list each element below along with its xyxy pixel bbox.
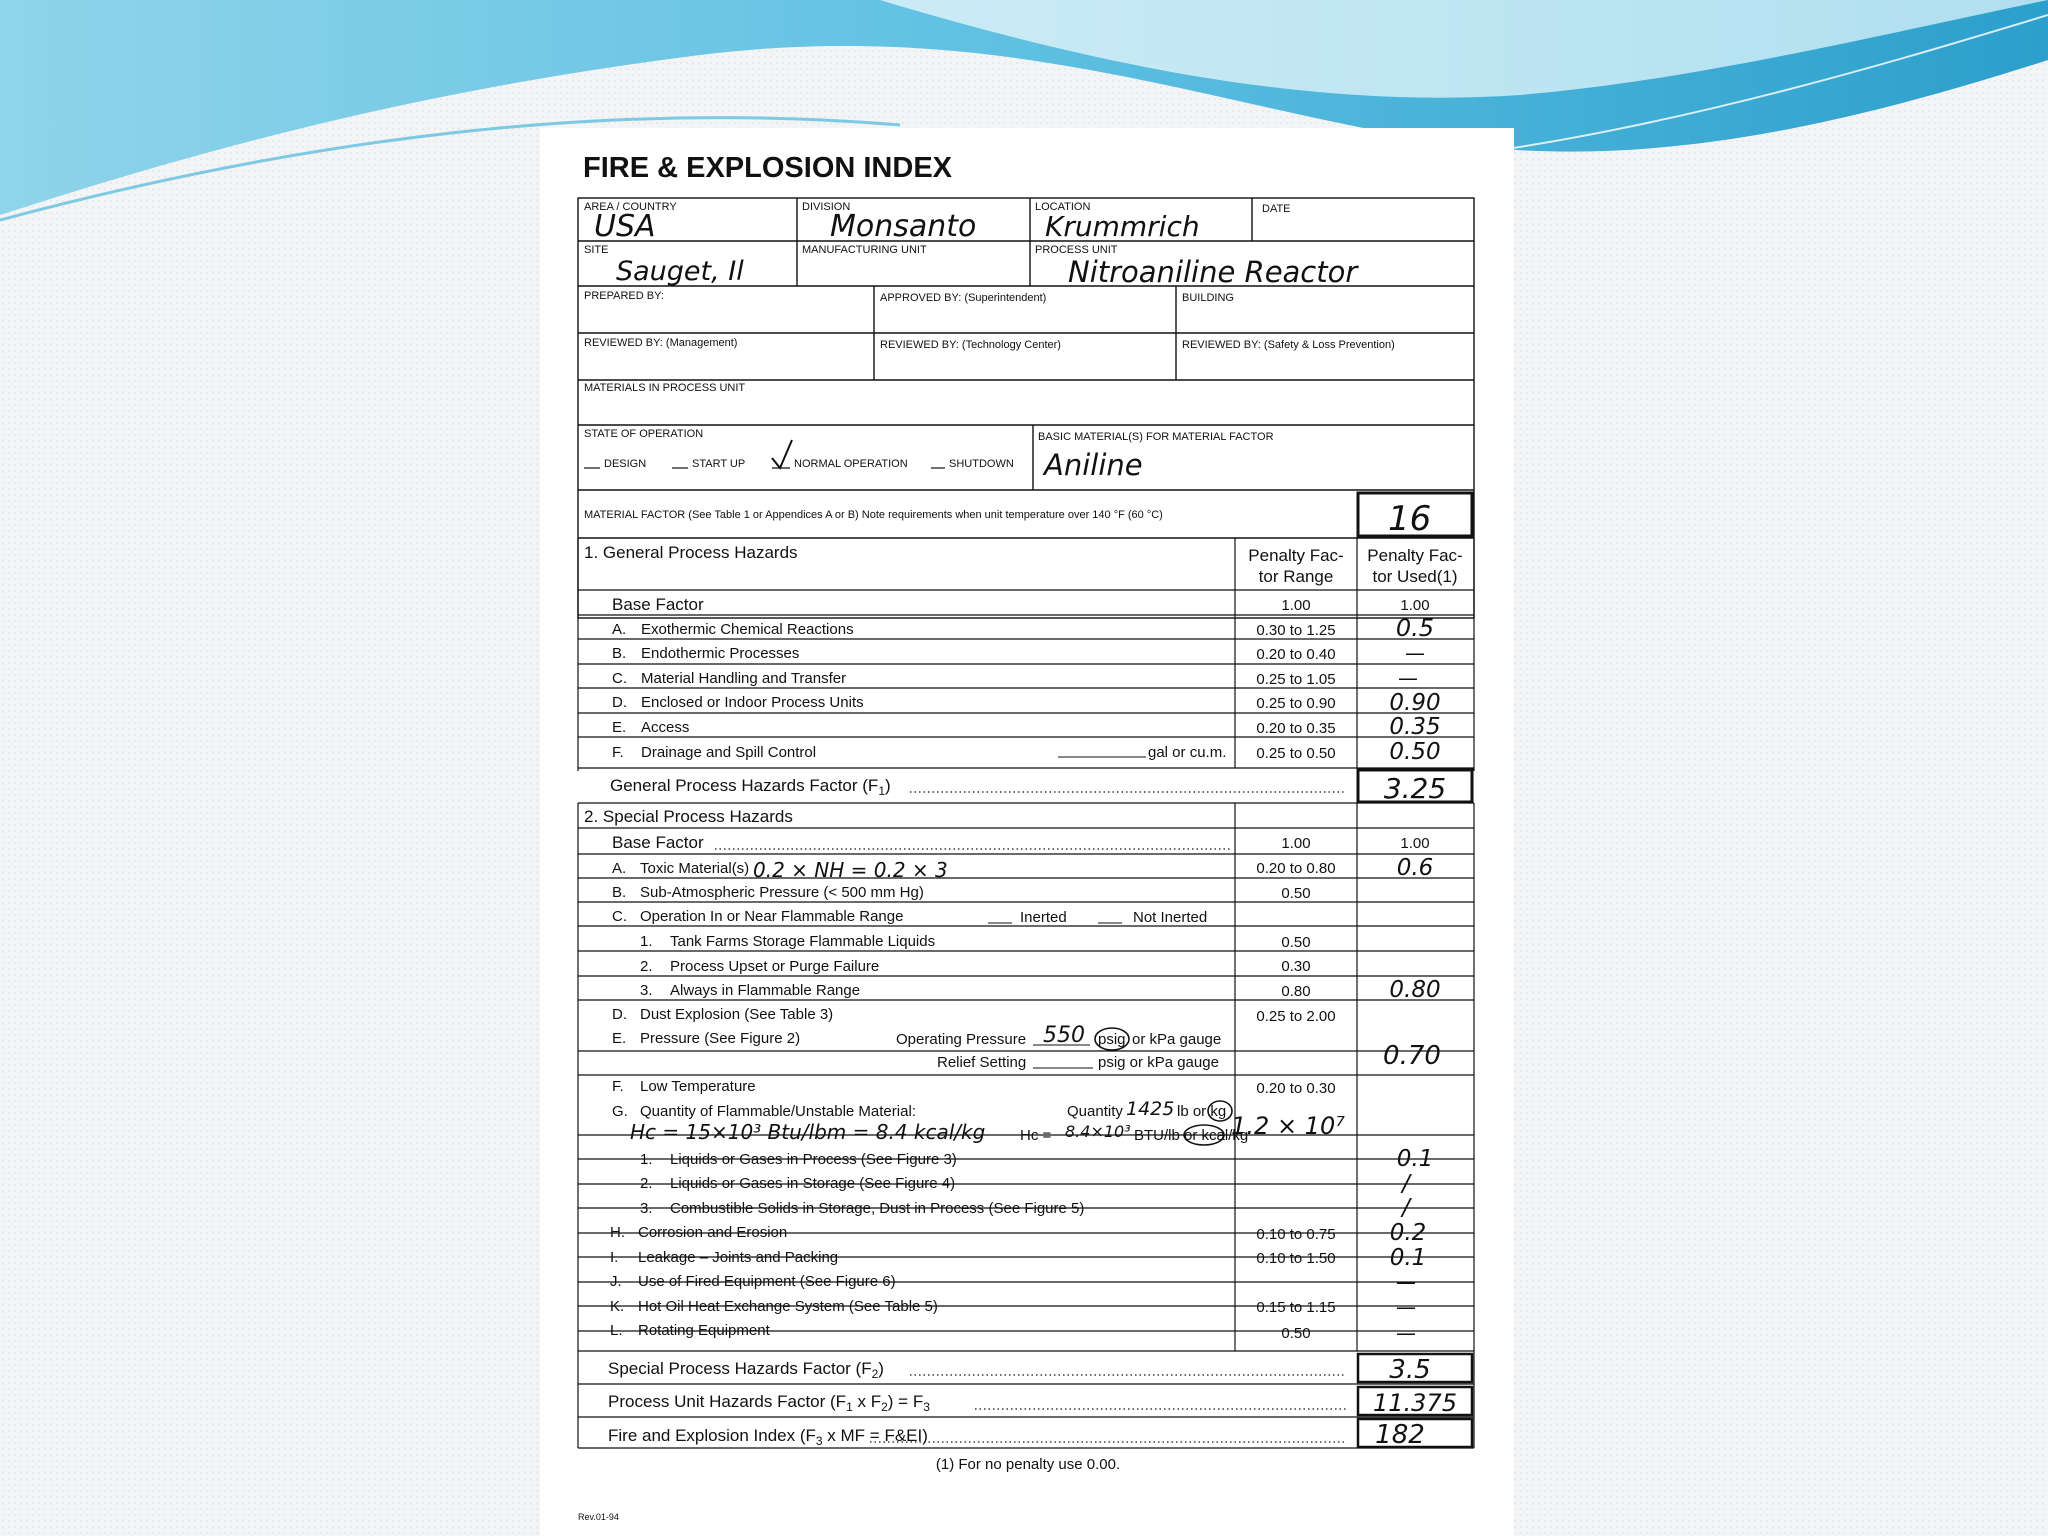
s1-row-b [612, 641, 1425, 665]
site-value: Sauget, Il [616, 256, 744, 287]
svg-text:Relief Setting: Relief Setting [937, 1054, 1027, 1071]
section2-title: 2. Special Process Hazards [584, 807, 793, 826]
svg-text:F.: F. [612, 744, 624, 761]
svg-text:J.: J. [610, 1273, 622, 1290]
footnote: (1) For no penalty use 0.00. [935, 1456, 1121, 1473]
approved-by-label: APPROVED BY: (Superintendent) [880, 292, 1047, 304]
division-value: Monsanto [830, 209, 977, 244]
svg-text:/: / [1402, 1195, 1410, 1221]
form-page [540, 128, 1514, 1536]
state-of-operation-label: STATE OF OPERATION [584, 428, 704, 440]
svg-text:psig or kPa gauge: psig or kPa gauge [1098, 1054, 1219, 1071]
svg-text:Liquids or Gases in Process (S: Liquids or Gases in Process (See Figure 3) [670, 1151, 957, 1168]
svg-text:0.10 to 0.75: 0.10 to 0.75 [1256, 1226, 1336, 1243]
material-factor-label: MATERIAL FACTOR (See Table 1 or Appendices A or B) Note requirements when unit temperature over 140 °F (60 °C) [584, 509, 1163, 521]
svg-text:0.20 to 0.30: 0.20 to 0.30 [1256, 1080, 1336, 1097]
svg-text:0.30 to 1.25: 0.30 to 1.25 [1256, 622, 1336, 639]
col-range-header-2: tor Range [1258, 567, 1334, 586]
svg-text:BTU/lb or kcal/kg: BTU/lb or kcal/kg [1134, 1127, 1249, 1144]
svg-text:0.80: 0.80 [1389, 977, 1441, 1003]
svg-text:Liquids or Gases in Storage (S: Liquids or Gases in Storage (See Figure 4) [670, 1175, 956, 1192]
svg-text:0.1: 0.1 [1396, 1146, 1434, 1172]
svg-text:Inerted: Inerted [1020, 909, 1067, 926]
svg-text:E.: E. [612, 719, 627, 736]
svg-text:Enclosed or Indoor Process Uni: Enclosed or Indoor Process Units [641, 694, 864, 711]
materials-label: MATERIALS IN PROCESS UNIT [584, 382, 746, 394]
basic-material-value: Aniline [1044, 448, 1143, 482]
svg-text:0.20 to 0.80: 0.20 to 0.80 [1256, 860, 1336, 877]
svg-text:0.20 to 0.40: 0.20 to 0.40 [1256, 646, 1336, 663]
svg-text:0.25 to 1.05: 0.25 to 1.05 [1256, 671, 1336, 688]
svg-text:—: — [1398, 666, 1418, 690]
site-label: SITE [584, 244, 609, 256]
svg-text:0.1: 0.1 [1389, 1245, 1427, 1271]
svg-text:Hc =: Hc = [1020, 1127, 1052, 1144]
svg-text:0.15 to 1.15: 0.15 to 1.15 [1256, 1299, 1336, 1316]
material-factor-value: 16 [1388, 499, 1432, 539]
fei-value: 182 [1375, 1420, 1425, 1450]
svg-text:K.: K. [610, 1298, 625, 1315]
s2-row-dust [612, 1006, 1336, 1025]
svg-text:8.4×10³: 8.4×10³ [1065, 1122, 1131, 1141]
s1-base-used: 1.00 [1400, 597, 1430, 614]
svg-text:0.10 to 1.50: 0.10 to 1.50 [1256, 1250, 1336, 1267]
svg-text:Operation In or Near Flammable: Operation In or Near Flammable Range [640, 908, 904, 925]
s2-row-i [610, 1245, 1426, 1271]
svg-text:Exothermic Chemical Reactions: Exothermic Chemical Reactions [641, 621, 854, 638]
svg-text:—: — [1405, 641, 1425, 665]
s1-row-f [612, 739, 1441, 765]
s2-flam-item-2 [640, 958, 1311, 975]
location-label: LOCATION [1035, 201, 1091, 213]
s2-base-range: 1.00 [1281, 835, 1311, 852]
svg-text:gal or cu.m.: gal or cu.m. [1148, 744, 1227, 761]
svg-text:A.: A. [612, 621, 627, 638]
svg-text:H.: H. [610, 1224, 625, 1241]
svg-text:0.50: 0.50 [1281, 934, 1311, 951]
svg-text:0.6: 0.6 [1396, 855, 1434, 881]
location-value: Krummrich [1045, 210, 1200, 243]
svg-text:0.35: 0.35 [1389, 714, 1441, 740]
svg-text:F.: F. [612, 1078, 624, 1095]
normal-operation-check-icon [772, 440, 792, 468]
svg-text:0.90: 0.90 [1389, 690, 1441, 716]
s1-base-range: 1.00 [1281, 597, 1311, 614]
svg-text:L.: L. [610, 1322, 623, 1339]
svg-text:lb or kg: lb or kg [1177, 1103, 1227, 1120]
svg-text:3.: 3. [640, 1200, 653, 1217]
s2-row-flammable [612, 908, 1207, 926]
svg-text:Quantity of Flammable/Unstable: Quantity of Flammable/Unstable Material: [640, 1103, 916, 1120]
svg-text:0.50: 0.50 [1389, 739, 1441, 765]
section1-title: 1. General Process Hazards [584, 543, 798, 562]
state-normal: NORMAL OPERATION [794, 458, 908, 470]
f1-label: General Process Hazards Factor $(F_1)$ [610, 776, 891, 798]
svg-text:Access: Access [641, 719, 690, 736]
prepared-by-label: PREPARED BY: [584, 290, 664, 302]
svg-text:E.: E. [612, 1030, 627, 1047]
svg-text:psig: psig [1098, 1031, 1126, 1048]
svg-text:2.: 2. [640, 958, 653, 975]
reviewed-management-label: REVIEWED BY: (Management) [584, 337, 738, 349]
svg-text:Quantity: Quantity [1067, 1103, 1123, 1120]
s2-row-l [610, 1321, 1416, 1345]
building-label: BUILDING [1182, 292, 1234, 304]
f2-label: Special Process Hazards Factor $(F_2)$ [608, 1359, 884, 1381]
svg-text:Low Temperature: Low Temperature [640, 1078, 756, 1095]
reviewed-technology-label: REVIEWED BY: (Technology Center) [880, 339, 1061, 351]
col-used-header-2: tor Used(1) [1372, 567, 1458, 586]
division-label: DIVISION [802, 201, 851, 213]
svg-text:—: — [1396, 1295, 1416, 1319]
svg-text:0.70: 0.70 [1383, 1041, 1441, 1071]
svg-text:1.: 1. [640, 1151, 653, 1168]
col-used-header-1: Penalty Fac- [1367, 546, 1463, 565]
date-label: DATE [1262, 203, 1291, 215]
svg-text:1.: 1. [640, 933, 653, 950]
area-value: USA [594, 209, 656, 244]
s2-base-used: 1.00 [1400, 835, 1430, 852]
svg-text:—: — [1396, 1270, 1416, 1294]
svg-text:0.25 to 2.00: 0.25 to 2.00 [1256, 1008, 1336, 1025]
svg-text:Corrosion and Erosion: Corrosion and Erosion [638, 1224, 788, 1241]
reviewed-safety-label: REVIEWED BY: (Safety & Loss Prevention) [1182, 339, 1395, 351]
svg-text:1425: 1425 [1126, 1098, 1175, 1120]
f3-label: Process Unit Hazards Factor ($F_1$ x $F_2) = F_3$ [608, 1392, 930, 1414]
svg-text:0.25 to 0.90: 0.25 to 0.90 [1256, 695, 1336, 712]
s2-row-k [610, 1295, 1416, 1319]
svg-text:G.: G. [612, 1103, 628, 1120]
col-range-header-1: Penalty Fac- [1248, 546, 1344, 565]
svg-text:Hot Oil Heat Exchange System (: Hot Oil Heat Exchange System (See Table 5) [638, 1298, 938, 1315]
svg-text:/: / [1402, 1171, 1410, 1197]
svg-text:Sub-Atmospheric Pressure (< 50: Sub-Atmospheric Pressure (< 500 mm Hg) [640, 884, 924, 901]
fei-label: Fire and Explosion Index ($F_3$ x MF = F&EI) [608, 1426, 928, 1448]
s2-flam-item-3 [640, 977, 1441, 1003]
process-unit-value: Nitroaniline Reactor [1068, 255, 1358, 289]
svg-text:Endothermic Processes: Endothermic Processes [641, 645, 800, 662]
svg-text:1.2 × 10⁷: 1.2 × 10⁷ [1231, 1112, 1345, 1140]
svg-text:2.: 2. [640, 1175, 653, 1192]
svg-text:Pressure (See Figure 2): Pressure (See Figure 2) [640, 1030, 801, 1047]
form-title: FIRE & EXPLOSION INDEX [583, 152, 952, 184]
svg-text:Dust Explosion (See Table 3): Dust Explosion (See Table 3) [640, 1006, 834, 1023]
svg-text:0.50: 0.50 [1281, 1325, 1311, 1342]
svg-text:Not Inerted: Not Inerted [1133, 909, 1208, 926]
svg-text:Operating Pressure: Operating Pressure [896, 1031, 1027, 1048]
svg-text:550: 550 [1043, 1023, 1085, 1048]
svg-text:Combustible Solids in Storage,: Combustible Solids in Storage, Dust in Process (See Figure 5) [670, 1200, 1085, 1217]
process-unit-label: PROCESS UNIT [1035, 244, 1118, 256]
s2-base-factor-label: Base Factor [612, 833, 704, 852]
s2-row-lowtemp [612, 1078, 1336, 1097]
svg-text:0.25 to 0.50: 0.25 to 0.50 [1256, 745, 1336, 762]
state-shutdown: SHUTDOWN [949, 458, 1014, 470]
f2-value: 3.5 [1389, 1355, 1431, 1385]
svg-text:Leakage – Joints and Packing: Leakage – Joints and Packing [638, 1249, 839, 1266]
svg-text:Tank Farms Storage Flammable L: Tank Farms Storage Flammable Liquids [670, 933, 936, 950]
f1-value: 3.25 [1383, 772, 1447, 805]
s1-base-factor-label: Base Factor [612, 595, 704, 614]
state-startup: START UP [692, 458, 746, 470]
svg-text:Process Upset or Purge Failure: Process Upset or Purge Failure [670, 958, 880, 975]
s2-row-subatm [612, 884, 1311, 902]
svg-text:Toxic Material(s): Toxic Material(s) [640, 860, 750, 877]
svg-text:C.: C. [612, 670, 627, 687]
svg-text:0.2: 0.2 [1389, 1220, 1427, 1246]
svg-text:B.: B. [612, 884, 627, 901]
svg-text:Material Handling and Transfer: Material Handling and Transfer [641, 670, 847, 687]
svg-text:0.80: 0.80 [1281, 983, 1311, 1000]
manufacturing-unit-label: MANUFACTURING UNIT [802, 244, 927, 256]
svg-text:Always in Flammable Range: Always in Flammable Range [670, 982, 861, 999]
svg-text:—: — [1396, 1321, 1416, 1345]
s2-flam-item-1 [640, 933, 1311, 951]
s1-row-e [612, 714, 1441, 740]
svg-text:B.: B. [612, 645, 627, 662]
svg-text:A.: A. [612, 860, 627, 877]
f3-value: 11.375 [1373, 1389, 1457, 1417]
svg-text:0.2 × NH = 0.2 × 3: 0.2 × NH = 0.2 × 3 [753, 858, 948, 882]
svg-text:3.: 3. [640, 982, 653, 999]
basic-material-label: BASIC MATERIAL(S) FOR MATERIAL FACTOR [1038, 431, 1274, 443]
svg-text:Drainage and Spill Control: Drainage and Spill Control [641, 744, 817, 761]
revision-code: Rev.01-94 [578, 1512, 619, 1522]
svg-text:Hc = 15×10³ Btu/lbm = 8.4 kca: Hc = 15×10³ Btu/lbm = 8.4 kcal/kg [630, 1120, 986, 1144]
svg-text:D.: D. [612, 694, 627, 711]
svg-text:0.20 to 0.35: 0.20 to 0.35 [1256, 720, 1336, 737]
svg-text:Rotating Equipment: Rotating Equipment [638, 1322, 770, 1339]
svg-text:0.30: 0.30 [1281, 958, 1311, 975]
state-design: DESIGN [604, 458, 647, 470]
svg-text:or kPa gauge: or kPa gauge [1132, 1031, 1222, 1048]
svg-text:0.5: 0.5 [1395, 614, 1435, 642]
svg-text:D.: D. [612, 1006, 627, 1023]
svg-text:I.: I. [610, 1249, 619, 1266]
svg-text:Use of Fired Equipment (See Fi: Use of Fired Equipment (See Figure 6) [638, 1273, 896, 1290]
s1-row-c [612, 666, 1418, 690]
s1-row-d [612, 690, 1441, 716]
svg-text:C.: C. [612, 908, 627, 925]
area-label: AREA / COUNTRY [584, 201, 677, 213]
svg-text:0.50: 0.50 [1281, 885, 1311, 902]
s2-row-pressure [612, 1023, 1441, 1071]
